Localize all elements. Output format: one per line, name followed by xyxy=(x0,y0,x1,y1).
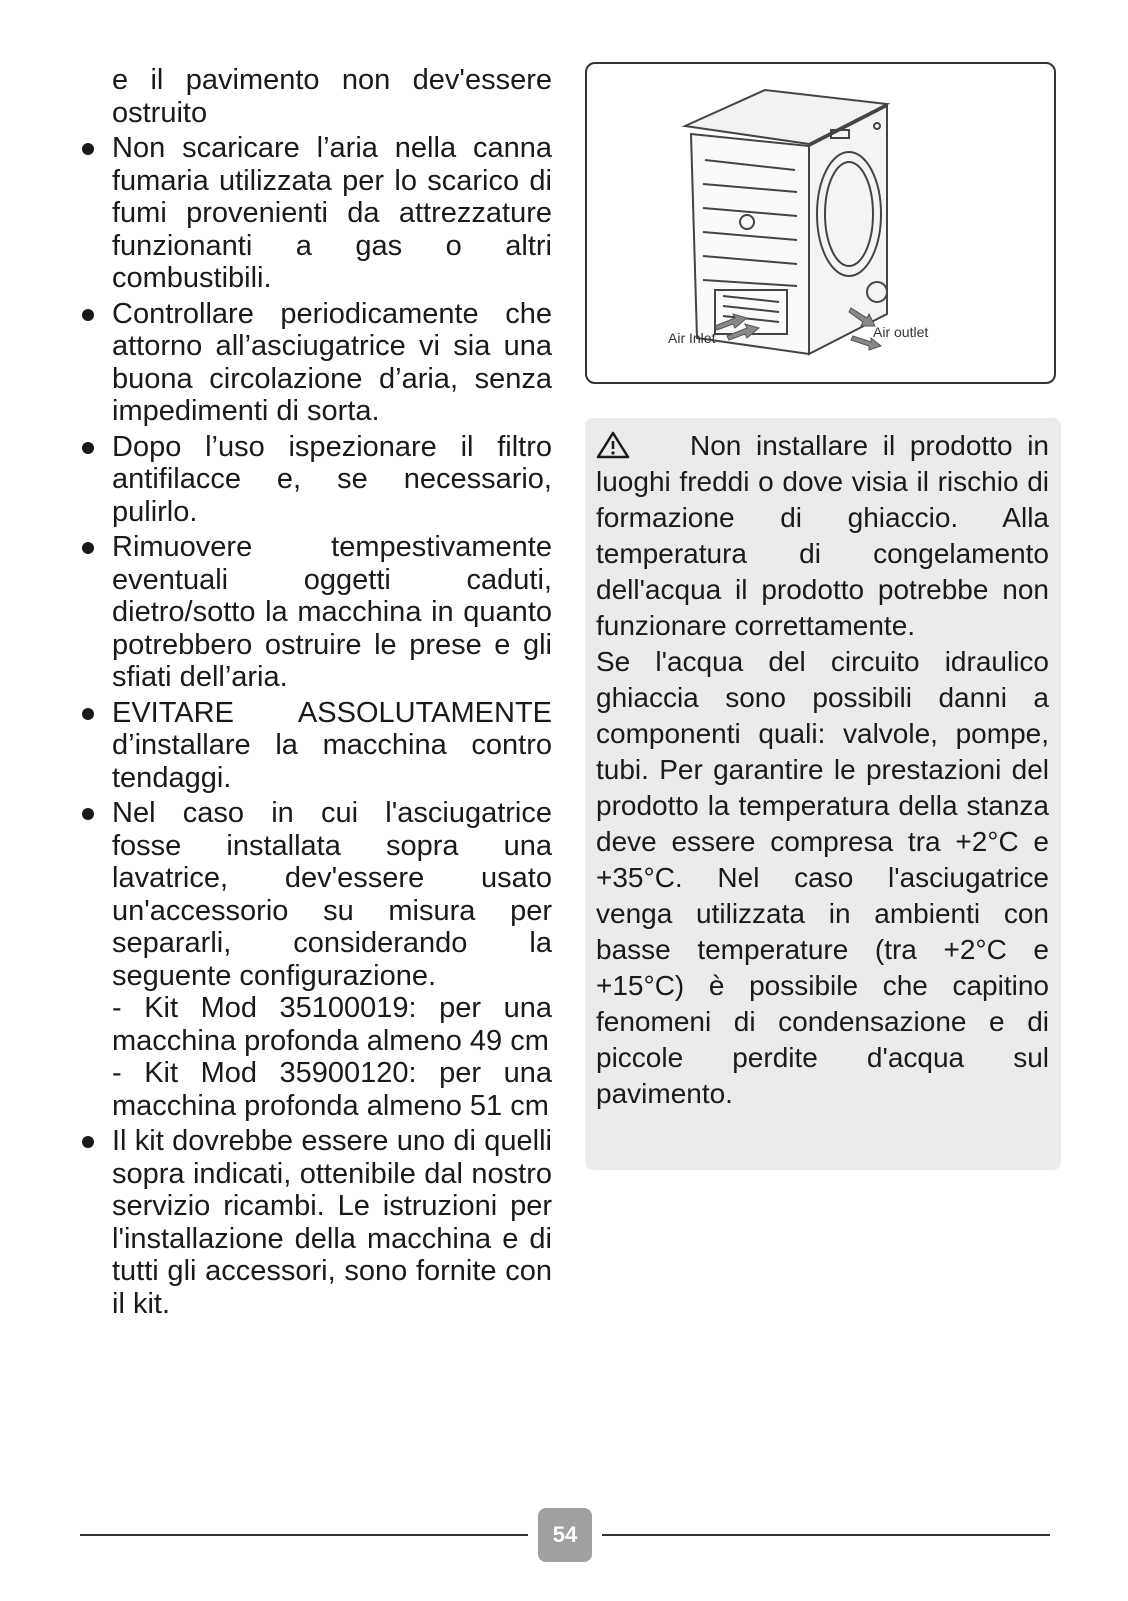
bullet-item xyxy=(78,697,552,795)
bullet-item xyxy=(78,531,552,694)
footer-rule-left xyxy=(80,1534,528,1536)
bullet-text: Dopo l’uso ispezionare il filtro antifilacce e, se necessario, pulirlo. xyxy=(112,430,552,528)
page-number: 54 xyxy=(538,1508,592,1562)
left-column xyxy=(78,64,552,1320)
bullet-dot-icon xyxy=(82,143,94,155)
bullet-text: EVITARE ASSOLUTAMENTE d’installare la macchina contro tendaggi. xyxy=(112,696,552,794)
bullet-text: Non scaricare l’aria nella canna fumaria utilizzata per lo scarico di fumi provenienti da attrezzature funzionanti a gas o altri combustibili. xyxy=(112,132,552,294)
bullet-dot-icon xyxy=(82,808,94,820)
dryer-illustration-icon xyxy=(587,64,1054,382)
warning-note xyxy=(585,418,1061,1170)
bullet-dot-icon xyxy=(82,1136,94,1148)
bullet-text: Il kit dovrebbe essere uno di quelli sopra indicati, ottenibile dal nostro servizio ricambi. Le istruzioni per l'installazione della macchina e di tutti gli accessori, sono fornite con il kit. xyxy=(112,1125,552,1320)
bullet-item xyxy=(78,1125,552,1320)
kit-option: - Kit Mod 35100019: per una macchina profonda almeno 49 cm xyxy=(112,992,552,1057)
bullet-item xyxy=(78,797,552,992)
air-inlet-label: Air Inlet xyxy=(668,330,716,346)
bullet-text: Nel caso in cui l'asciugatrice fosse installata sopra una lavatrice, dev'essere usato un'accessorio su misura per separarli, considerando la seguente configurazione. xyxy=(112,797,552,992)
warning-triangle-icon xyxy=(596,431,630,459)
bullet-dot-icon xyxy=(82,309,94,321)
bullet-dot-icon xyxy=(82,542,94,554)
kit-option: - Kit Mod 35900120: per una macchina profonda almeno 51 cm xyxy=(112,1057,552,1122)
note-paragraph-1 xyxy=(596,428,1049,644)
intro-text: e il pavimento non dev'essere ostruito xyxy=(112,64,552,129)
bullet-item xyxy=(78,132,552,295)
bullet-dot-icon xyxy=(82,708,94,720)
bullet-item xyxy=(78,431,552,529)
note-text-1: Non installare il prodotto in luoghi freddi o dove visia il rischio di formazione di ghiaccio. Alla temperatura di congelamento dell'acqua il prodotto potrebbe non funzionare correttamente. xyxy=(596,430,1049,641)
note-paragraph-2: Se l'acqua del circuito idraulico ghiaccia sono possibili danni a componenti quali: valvole, pompe, tubi. Per garantire le prestazioni del prodotto la temperatura della stanza deve essere compresa tra +2°C e +35°C. Nel caso l'asciugatrice venga utilizzata in ambienti con basse temperature (tra +2°C e +15°C) è possibile che capitino fenomeni di condensazione e di piccole perdite d'acqua sul pavimento. xyxy=(596,646,1049,1109)
bullet-item xyxy=(78,298,552,428)
dryer-figure xyxy=(585,62,1056,384)
footer-rule-right xyxy=(602,1534,1050,1536)
air-outlet-label: Air outlet xyxy=(873,324,929,340)
bullet-text: Controllare periodicamente che attorno all’asciugatrice vi sia una buona circolazione d’aria, senza impedimenti di sorta. xyxy=(112,297,552,427)
bullet-text: Rimuovere tempestivamente eventuali oggetti caduti, dietro/sotto la macchina in quanto potrebbero ostruire le prese e gli sfiati dell’aria. xyxy=(112,531,552,693)
bullet-dot-icon xyxy=(82,442,94,454)
